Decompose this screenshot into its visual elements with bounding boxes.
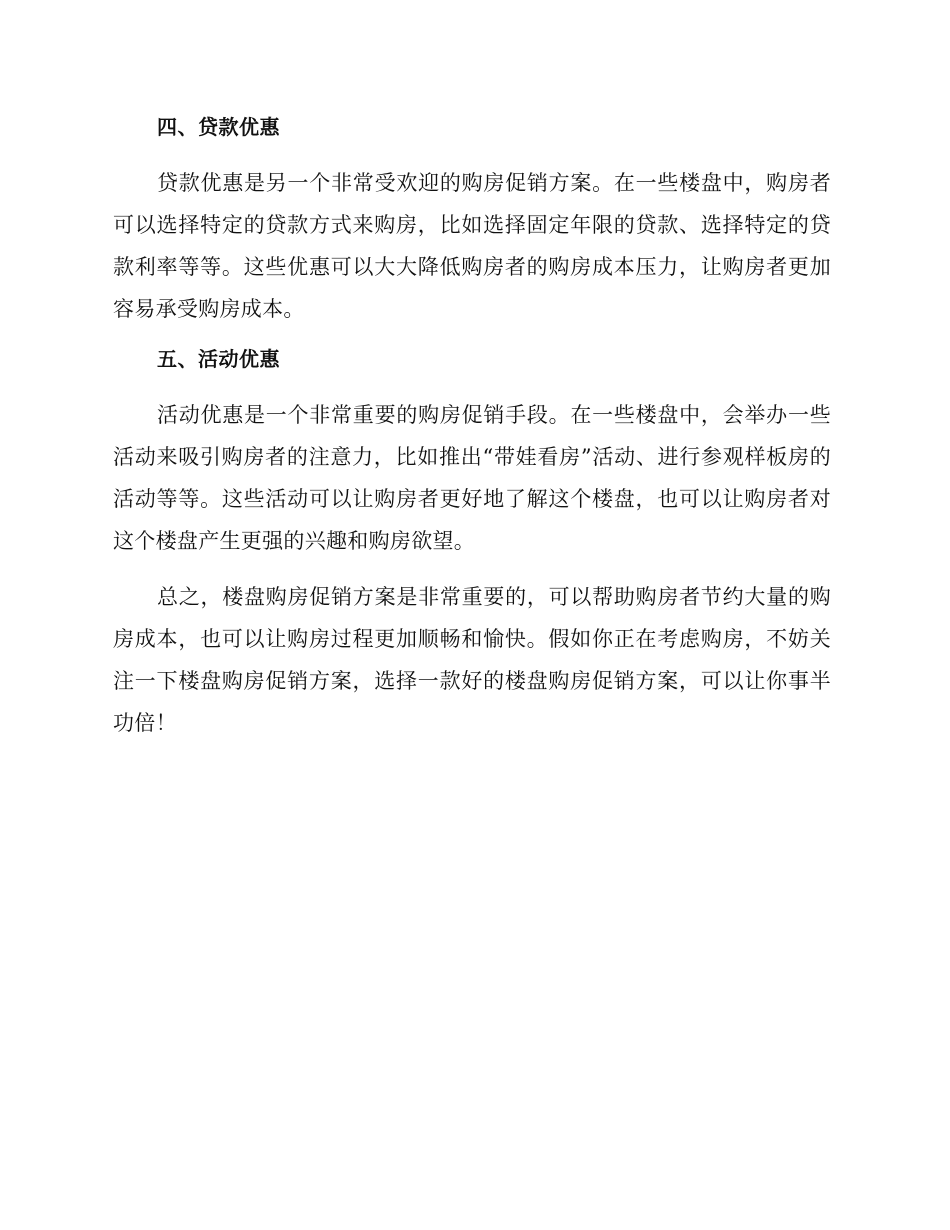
section-paragraph-activity: 活动优惠是一个非常重要的购房促销手段。在一些楼盘中，会举办一些活动来吸引购房者的注意力，比如推出“带娃看房”活动、进行参观样板房的活动等等。这些活动可以让购房者更好地了解这个楼盘，也可以让购房者对这个楼盘产生更强的兴趣和购房欲望。 bbox=[113, 403, 831, 553]
section-heading-loan: 四、贷款优惠 bbox=[157, 115, 280, 139]
section-heading-activity: 五、活动优惠 bbox=[157, 347, 280, 371]
document-body bbox=[113, 112, 831, 758]
section-paragraph-loan: 贷款优惠是另一个非常受欢迎的购房促销方案。在一些楼盘中，购房者可以选择特定的贷款方式来购房，比如选择固定年限的贷款、选择特定的贷款利率等等。这些优惠可以大大降低购房者的购房成本压力，让购房者更加容易承受购房成本。 bbox=[113, 171, 831, 321]
conclusion-paragraph: 总之，楼盘购房促销方案是非常重要的，可以帮助购房者节约大量的购房成本，也可以让购房过程更加顺畅和愉快。假如你正在考虑购房，不妨关注一下楼盘购房促销方案，选择一款好的楼盘购房促销方案，可以让你事半功倍！ bbox=[113, 585, 831, 735]
